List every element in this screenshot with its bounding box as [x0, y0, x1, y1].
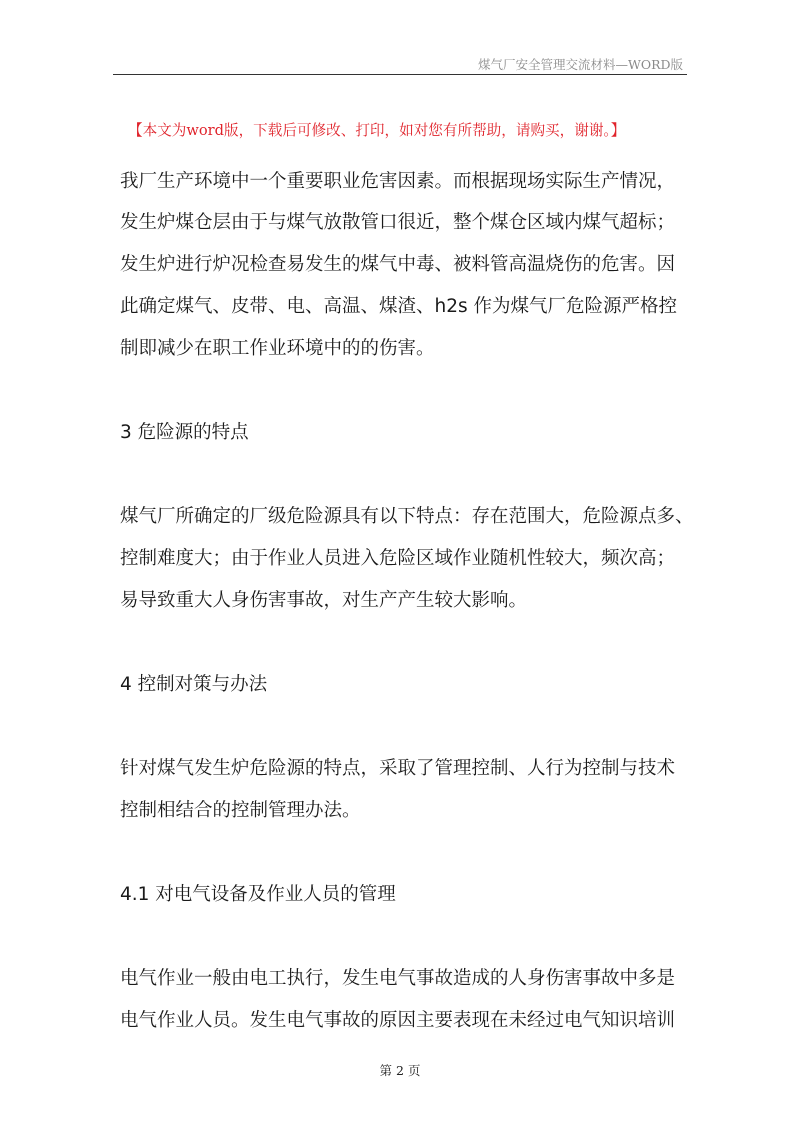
- page-number: 第 2 页: [379, 1063, 421, 1078]
- running-header: 煤气厂安全管理交流材料—WORD版: [477, 57, 683, 72]
- body-line: 电气作业一般由电工执行，发生电气事故造成的人身伤害事故中多是: [120, 968, 676, 989]
- body-line: 发生炉煤仓层由于与煤气放散管口很近，整个煤仓区域内煤气超标；: [120, 212, 676, 233]
- header-divider: [113, 74, 687, 75]
- section-heading: 3 危险源的特点: [120, 422, 249, 443]
- body-line: 煤气厂所确定的厂级危险源具有以下特点：存在范围大，危险源点多、: [120, 506, 694, 527]
- body-line: 电气作业人员。发生电气事故的原因主要表现在未经过电气知识培训: [120, 1010, 676, 1031]
- body-line: 易导致重大人身伤害事故，对生产产生较大影响。: [120, 590, 528, 611]
- body-line: 针对煤气发生炉危险源的特点，采取了管理控制、人行为控制与技术: [120, 758, 676, 779]
- body-line: 控制难度大；由于作业人员进入危险区域作业随机性较大，频次高；: [120, 548, 676, 569]
- body-line: 制即减少在职工作业环境中的的伤害。: [120, 338, 435, 359]
- section-heading: 4.1 对电气设备及作业人员的管理: [120, 884, 396, 905]
- purchase-notice: 【本文为word版，下载后可修改、打印，如对您有所帮助，请购买，谢谢。】: [128, 122, 626, 139]
- body-line: 此确定煤气、皮带、电、高温、煤渣、h2s 作为煤气厂危险源严格控: [120, 296, 678, 317]
- section-heading: 4 控制对策与办法: [120, 674, 268, 695]
- body-line: 控制相结合的控制管理办法。: [120, 800, 361, 821]
- body-line: 我厂生产环境中一个重要职业危害因素。而根据现场实际生产情况，: [120, 171, 676, 192]
- body-line: 发生炉进行炉况检查易发生的煤气中毒、被料管高温烧伤的危害。因: [120, 254, 676, 275]
